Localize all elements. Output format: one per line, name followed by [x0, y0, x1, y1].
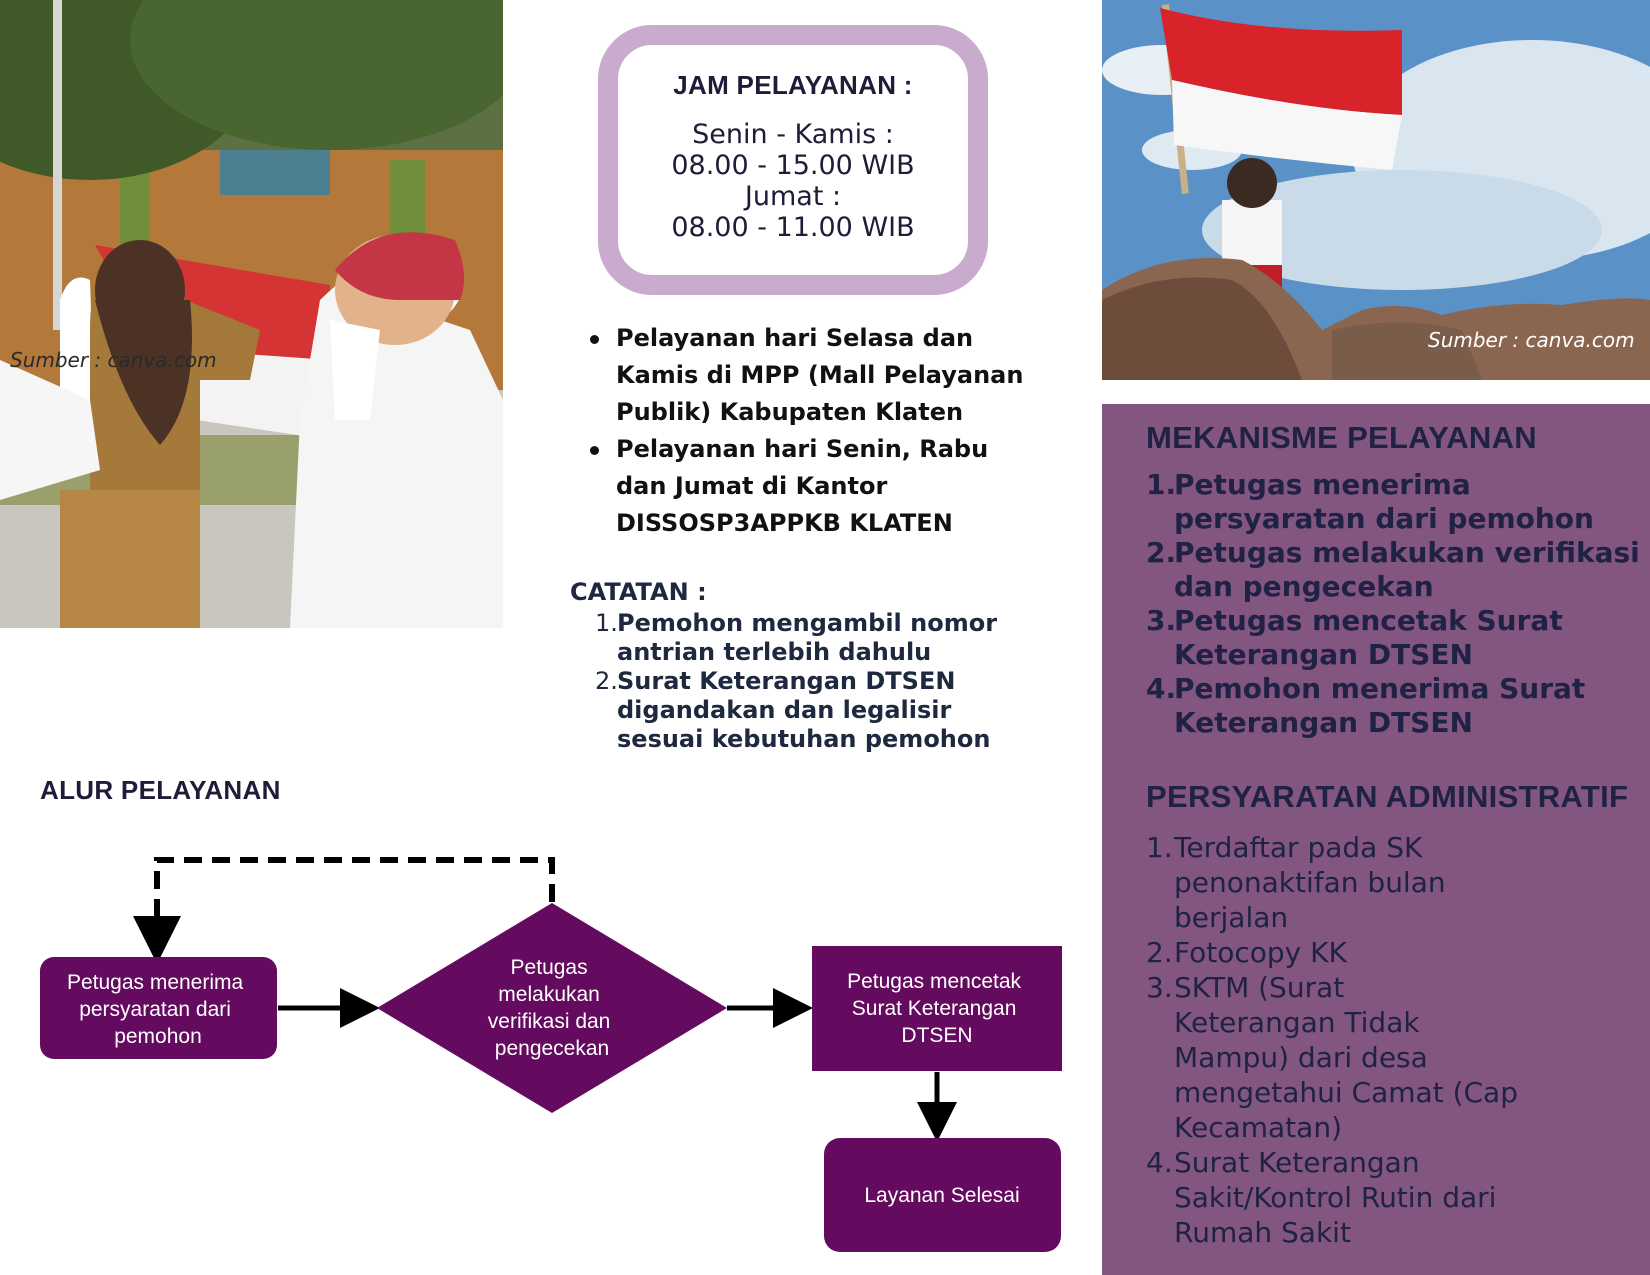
requirement-item-line: Sakit/Kontrol Rutin dari [1174, 1181, 1497, 1214]
mechanism-item-line: Petugas mencetak Surat [1174, 604, 1563, 637]
photo-flag-ceremony [0, 0, 503, 628]
requirement-item-line: Kecamatan) [1174, 1111, 1342, 1144]
requirement-item-line: mengetahui Camat (Cap [1174, 1076, 1518, 1109]
service-flowchart [0, 840, 1080, 1270]
requirement-item-line: Rumah Sakit [1174, 1216, 1351, 1249]
mechanism-item-line: dan pengecekan [1174, 570, 1434, 603]
mechanism-item: 3. Petugas mencetak Surat Keterangan DTSEN [1146, 604, 1646, 672]
node-verify [377, 903, 727, 1113]
note-text: Surat Keterangan DTSEN digandakan dan legalisir sesuai kebutuhan pemohon [617, 667, 991, 753]
location-item: Pelayanan hari Senin, Rabu dan Jumat di Kantor DISSOSP3APPKB KLATEN [586, 431, 1046, 542]
node-receive-label: pemohon [114, 1025, 202, 1048]
node-verify-label: melakukan [498, 983, 600, 1006]
requirement-item-line: Keterangan Tidak [1174, 1006, 1420, 1039]
flag-ceremony-illustration [0, 0, 503, 628]
requirement-item-line: Terdaftar pada SK [1174, 831, 1423, 864]
requirement-item-line: penonaktifan bulan [1174, 866, 1446, 899]
mechanism-item-line: Pemohon menerima Surat [1174, 672, 1586, 705]
location-item: Pelayanan hari Selasa dan Kamis di MPP (Mall Pelayanan Publik) Kabupaten Klaten [586, 320, 1046, 431]
note-text: Pemohon mengambil nomor antrian terlebih dahulu [617, 609, 998, 666]
note-item: 2. Surat Keterangan DTSEN digandakan dan legalisir sesuai kebutuhan pemohon [595, 667, 991, 753]
hours-line: 08.00 - 15.00 WIB [671, 150, 915, 181]
image-credit-right: Sumber : canva.com [1428, 328, 1635, 352]
requirement-item: 4. Surat Keterangan Sakit/Kontrol Rutin dari Rumah Sakit [1146, 1145, 1646, 1250]
requirement-item-line: SKTM (Surat [1174, 971, 1345, 1004]
girl-with-flag-illustration [1102, 0, 1650, 380]
info-panel [1102, 404, 1650, 1275]
mechanism-item-line: Petugas menerima [1174, 468, 1471, 501]
requirements-title: PERSYARATAN ADMINISTRATIF [1146, 779, 1629, 814]
requirement-item-line: berjalan [1174, 901, 1289, 934]
flow-title: ALUR PELAYANAN [40, 775, 281, 805]
mechanism-title: MEKANISME PELAYANAN [1146, 420, 1537, 455]
mechanism-item-line: persyaratan dari pemohon [1174, 502, 1594, 535]
mechanism-item-line: Keterangan DTSEN [1174, 706, 1473, 739]
requirement-item: 1. Terdaftar pada SK penonaktifan bulan berjalan [1146, 830, 1646, 935]
feedback-loop-arrow [157, 860, 552, 952]
requirement-item-line: Fotocopy KK [1174, 936, 1347, 969]
hours-line: 08.00 - 11.00 WIB [671, 212, 915, 243]
service-hours-lines [618, 119, 968, 243]
node-verify-label: pengecekan [494, 1037, 610, 1060]
requirements-list [1146, 830, 1646, 1250]
hours-line: Jumat : [744, 181, 842, 212]
node-verify-label: Petugas [510, 956, 588, 979]
image-credit-left: Sumber : canva.com [10, 348, 217, 372]
service-hours-title: JAM PELAYANAN : [673, 70, 913, 100]
mechanism-item: 2. Petugas melakukan verifikasi dan pengecekan [1146, 536, 1646, 604]
node-done-label: Layanan Selesai [864, 1184, 1020, 1207]
node-print-label: Petugas mencetak [847, 970, 1022, 993]
mechanism-item-line: Keterangan DTSEN [1174, 638, 1473, 671]
photo-girl-with-flag [1102, 0, 1650, 380]
mechanism-item: 4. Pemohon menerima Surat Keterangan DTSEN [1146, 672, 1646, 740]
mechanism-item-line: Petugas melakukan verifikasi [1174, 536, 1640, 569]
node-receive-label: persyaratan dari [79, 998, 231, 1021]
requirement-item: 2. Fotocopy KK [1146, 935, 1646, 970]
hours-line: Senin - Kamis : [692, 119, 894, 150]
requirement-item-line: Surat Keterangan [1174, 1146, 1420, 1179]
notes-title: CATATAN : [570, 578, 707, 606]
note-item: 1. Pemohon mengambil nomor antrian terlebih dahulu [595, 609, 998, 666]
node-receive-label: Petugas menerima [66, 971, 244, 994]
notes-list [586, 609, 1046, 754]
node-print-label: DTSEN [901, 1024, 973, 1047]
node-verify-label: verifikasi dan [487, 1010, 611, 1033]
service-location-list [586, 320, 1046, 542]
service-hours-box [598, 25, 988, 295]
node-print-label: Surat Keterangan [851, 997, 1017, 1020]
mechanism-item: 1. Petugas menerima persyaratan dari pemohon [1146, 468, 1646, 536]
mechanism-list [1146, 468, 1646, 740]
requirement-item-line: Mampu) dari desa [1174, 1041, 1428, 1074]
requirement-item: 3. SKTM (Surat Keterangan Tidak Mampu) dari desa mengetahui Camat (Cap Kecamatan) [1146, 970, 1646, 1145]
